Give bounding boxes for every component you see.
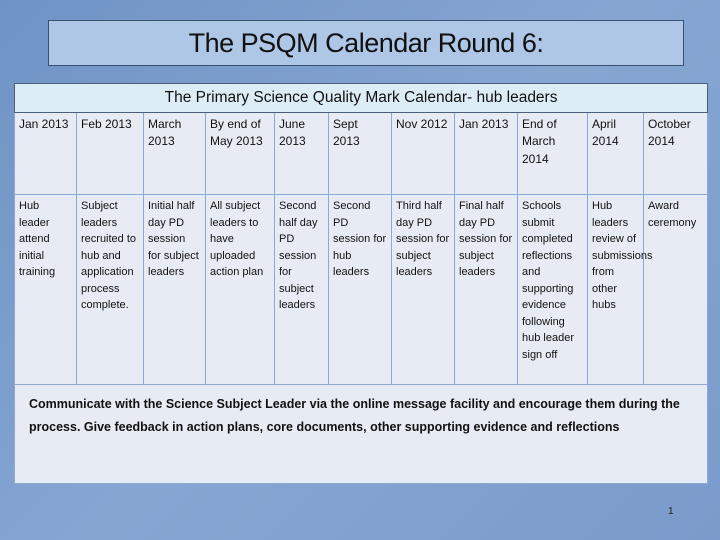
date-cell: April 2014 [588, 113, 644, 195]
date-cell: October 2014 [644, 113, 708, 195]
calendar-table [14, 83, 708, 484]
activity-cell: All subject leaders to have uploaded action plan [206, 195, 275, 385]
date-cell: Jan 2013 [455, 113, 518, 195]
footer-note: Communicate with the Science Subject Leader via the online message facility and encourage them during the process. Give feedback in action plans, core documents, other supporting evidence and reflections [15, 385, 708, 484]
date-cell: June 2013 [275, 113, 329, 195]
date-cell: By end of May 2013 [206, 113, 275, 195]
date-cell: Sept 2013 [329, 113, 392, 195]
slide-title: The PSQM Calendar Round 6: [48, 20, 684, 66]
activity-cell: Third half day PD session for subject leaders [392, 195, 455, 385]
date-cell: Feb 2013 [77, 113, 144, 195]
date-cell: March 2013 [144, 113, 206, 195]
activity-cell: Hub leaders review of submissions from other hubs [588, 195, 644, 385]
activity-cell: Final half day PD session for subject leaders [455, 195, 518, 385]
date-cell: Nov 2012 [392, 113, 455, 195]
activity-cell: Award ceremony [644, 195, 708, 385]
date-cell: End of March 2014 [518, 113, 588, 195]
activity-cell: Second half day PD session for subject leaders [275, 195, 329, 385]
activity-cell: Initial half day PD session for subject leaders [144, 195, 206, 385]
dates-row [15, 113, 708, 195]
activity-cell: Second PD session for hub leaders [329, 195, 392, 385]
date-cell: Jan 2013 [15, 113, 77, 195]
page-number: 1 [668, 506, 674, 517]
activity-cell: Subject leaders recruited to hub and application process complete. [77, 195, 144, 385]
activities-row [15, 195, 708, 385]
table-heading: The Primary Science Quality Mark Calendar- hub leaders [15, 84, 708, 113]
activity-cell: Hub leader attend initial training [15, 195, 77, 385]
activity-cell: Schools submit completed reflections and supporting evidence following hub leader sign off [518, 195, 588, 385]
